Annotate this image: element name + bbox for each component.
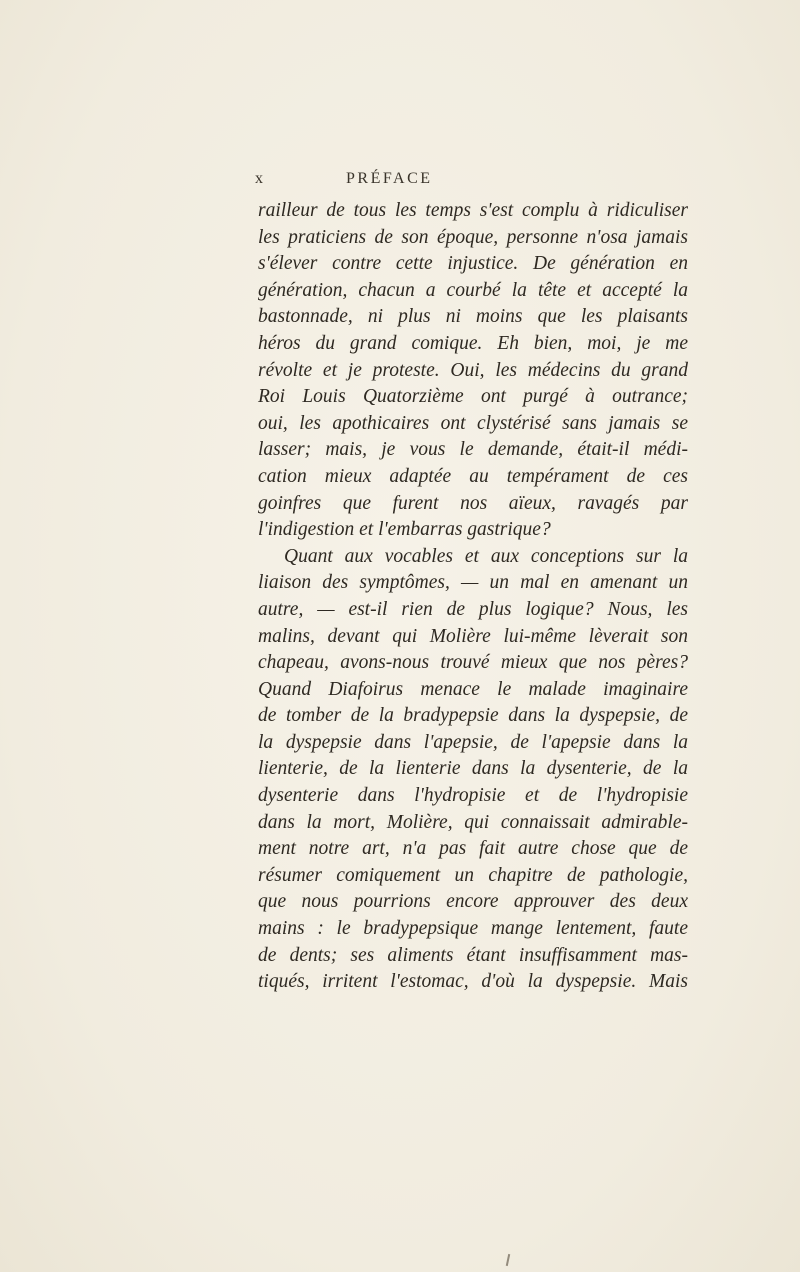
text-line: dysenterie dans l'hydropisie et de l'hydropisie [258,785,688,807]
text-line: railleur de tous les temps s'est complu à ridiculiser [258,200,688,221]
ink-mark [506,1254,510,1266]
text-line: mains : le bradypepsique mange lentement, faute [258,918,688,940]
text-line: dans la mort, Molière, qui connaissait admirable- [258,811,688,833]
text-line: s'élever contre cette injustice. De génération en [258,253,688,275]
text-line: Quand Diafoirus menace le malade imaginaire [258,678,688,700]
text-line: ment notre art, n'a pas fait autre chose que de [258,838,688,860]
text-line: lasser; mais, je vous le demande, était-il médi- [258,439,688,461]
text-line: héros du grand comique. Eh bien, moi, je me [258,332,688,354]
text-line: malins, devant qui Molière lui-même lèverait son [258,625,688,647]
page-header [0,170,800,194]
text-line: de tomber de la bradypepsie dans la dyspepsie, de [258,705,688,727]
running-title: PRÉFACE [346,170,433,187]
text-line: génération, chacun a courbé la tête et accepté la [258,279,688,301]
text-line: autre, — est-il rien de plus logique? Nous, les [258,598,688,620]
text-line: que nous pourrions encore approuver des deux [258,891,688,913]
text-line: Roi Louis Quatorzième ont purgé à outrance; [258,386,688,408]
text-line: cation mieux adaptée au tempérament de ces [258,465,688,487]
body-text [258,198,688,996]
text-line: tiqués, irritent l'estomac, d'où la dyspepsie. Mais [258,971,688,993]
text-line: liaison des symptômes, — un mal en amenant un [258,572,688,594]
text-line: oui, les apothicaires ont clystérisé sans jamais se [258,412,688,434]
page-number: x [255,170,264,187]
text-line: Quant aux vocables et aux conceptions sur la [284,545,688,567]
text-line: bastonnade, ni plus ni moins que les plaisants [258,306,688,328]
text-line: résumer comiquement un chapitre de pathologie, [258,864,688,886]
text-line: lienterie, de la lienterie dans la dysenterie, de la [258,758,688,780]
text-line: révolte et je proteste. Oui, les médecins du grand [258,359,688,381]
text-line: l'indigestion et l'embarras gastrique? [258,519,551,541]
text-line: les praticiens de son époque, personne n'osa jamais [258,226,688,248]
text-line: la dyspepsie dans l'apepsie, de l'apepsie dans la [258,731,688,753]
text-line: chapeau, avons-nous trouvé mieux que nos pères? [258,652,688,674]
text-line: goinfres que furent nos aïeux, ravagés par [258,492,688,514]
text-line: de dents; ses aliments étant insuffisamment mas- [258,944,688,966]
